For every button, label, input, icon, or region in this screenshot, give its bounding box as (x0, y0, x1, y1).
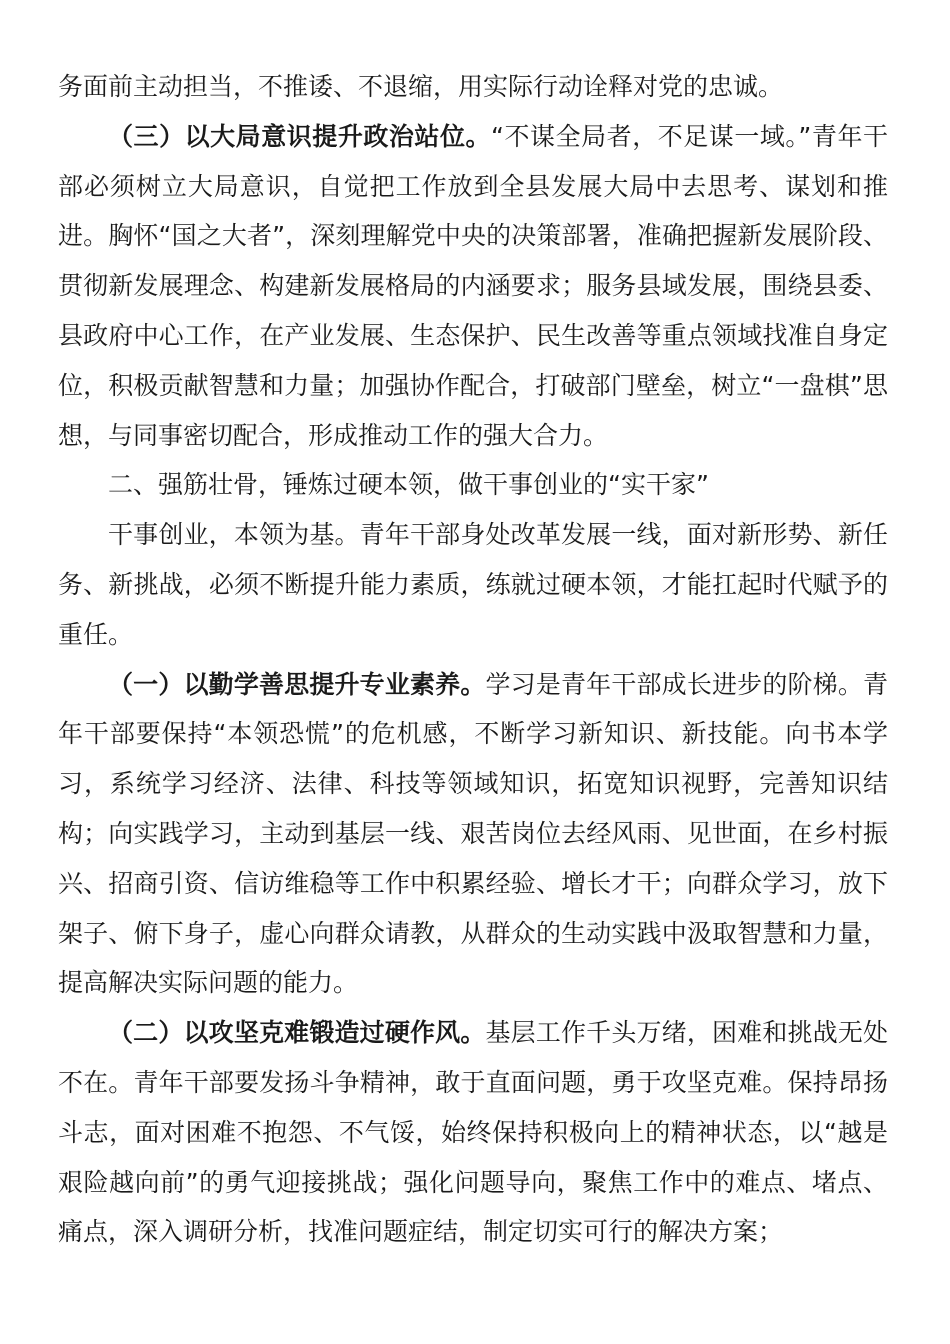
paragraph-text: 干事创业，本领为基。青年干部身处改革发展一线，面对新形势、新任务、新挑战，必须不断提升能力素质，练就过硬本领，才能扛起时代赋予的重任。 (58, 520, 888, 649)
paragraph-section-3 (58, 112, 888, 461)
paragraph-text: 务面前主动担当，不推诿、不退缩，用实际行动诠释对党的忠诚。 (58, 72, 784, 101)
section-heading: （三）以大局意识提升政治站位。 (108, 121, 492, 151)
section-heading: （一）以勤学善思提升专业素养。 (108, 669, 486, 699)
chapter-heading-text: 二、强筋壮骨，锤炼过硬本领，做干事创业的“实干家” (108, 470, 709, 500)
chapter-heading-2 (58, 460, 888, 510)
section-heading: （二）以攻坚克难锻造过硬作风。 (108, 1018, 486, 1048)
paragraph-text: 基层工作千头万绪，困难和挑战无处不在。青年干部要发扬斗争精神，敢于直面问题，勇于攻坚克难。保持昂扬斗志，面对困难不抱怨、不气馁，始终保持积极向上的精神状态，以“越是艰险越向前”的勇气迎接挑战；强化问题导向，聚焦工作中的难点、堵点、痛点，深入调研分析，找准问题症结，制定切实可行的解决方案； (58, 1018, 888, 1247)
paragraph-intro (58, 510, 888, 659)
paragraph-continuation (58, 62, 888, 112)
document-page (58, 62, 888, 1257)
paragraph-text: “不谋全局者，不足谋一域。”青年干部必须树立大局意识，自觉把工作放到全县发展大局中去思考、谋划和推进。胸怀“国之大者”，深刻理解党中央的决策部署，准确把握新发展阶段、贯彻新发展理念、构建新发展格局的内涵要求；服务县域发展，围绕县委、县政府中心工作，在产业发展、生态保护、民生改善等重点领域找准自身定位，积极贡献智慧和力量；加强协作配合，打破部门壁垒，树立“一盘棋”思想，与同事密切配合，形成推动工作的强大合力。 (58, 121, 888, 450)
paragraph-section-2 (58, 1008, 888, 1257)
paragraph-text: 学习是青年干部成长进步的阶梯。青年干部要保持“本领恐慌”的危机感，不断学习新知识、新技能。向书本学习，系统学习经济、法律、科技等领域知识，拓宽知识视野，完善知识结构；向实践学习，主动到基层一线、艰苦岗位去经风雨、见世面，在乡村振兴、招商引资、信访维稳等工作中积累经验、增长才干；向群众学习，放下架子、俯下身子，虚心向群众请教，从群众的生动实践中汲取智慧和力量，提高解决实际问题的能力。 (58, 669, 888, 998)
paragraph-section-1 (58, 660, 888, 1009)
